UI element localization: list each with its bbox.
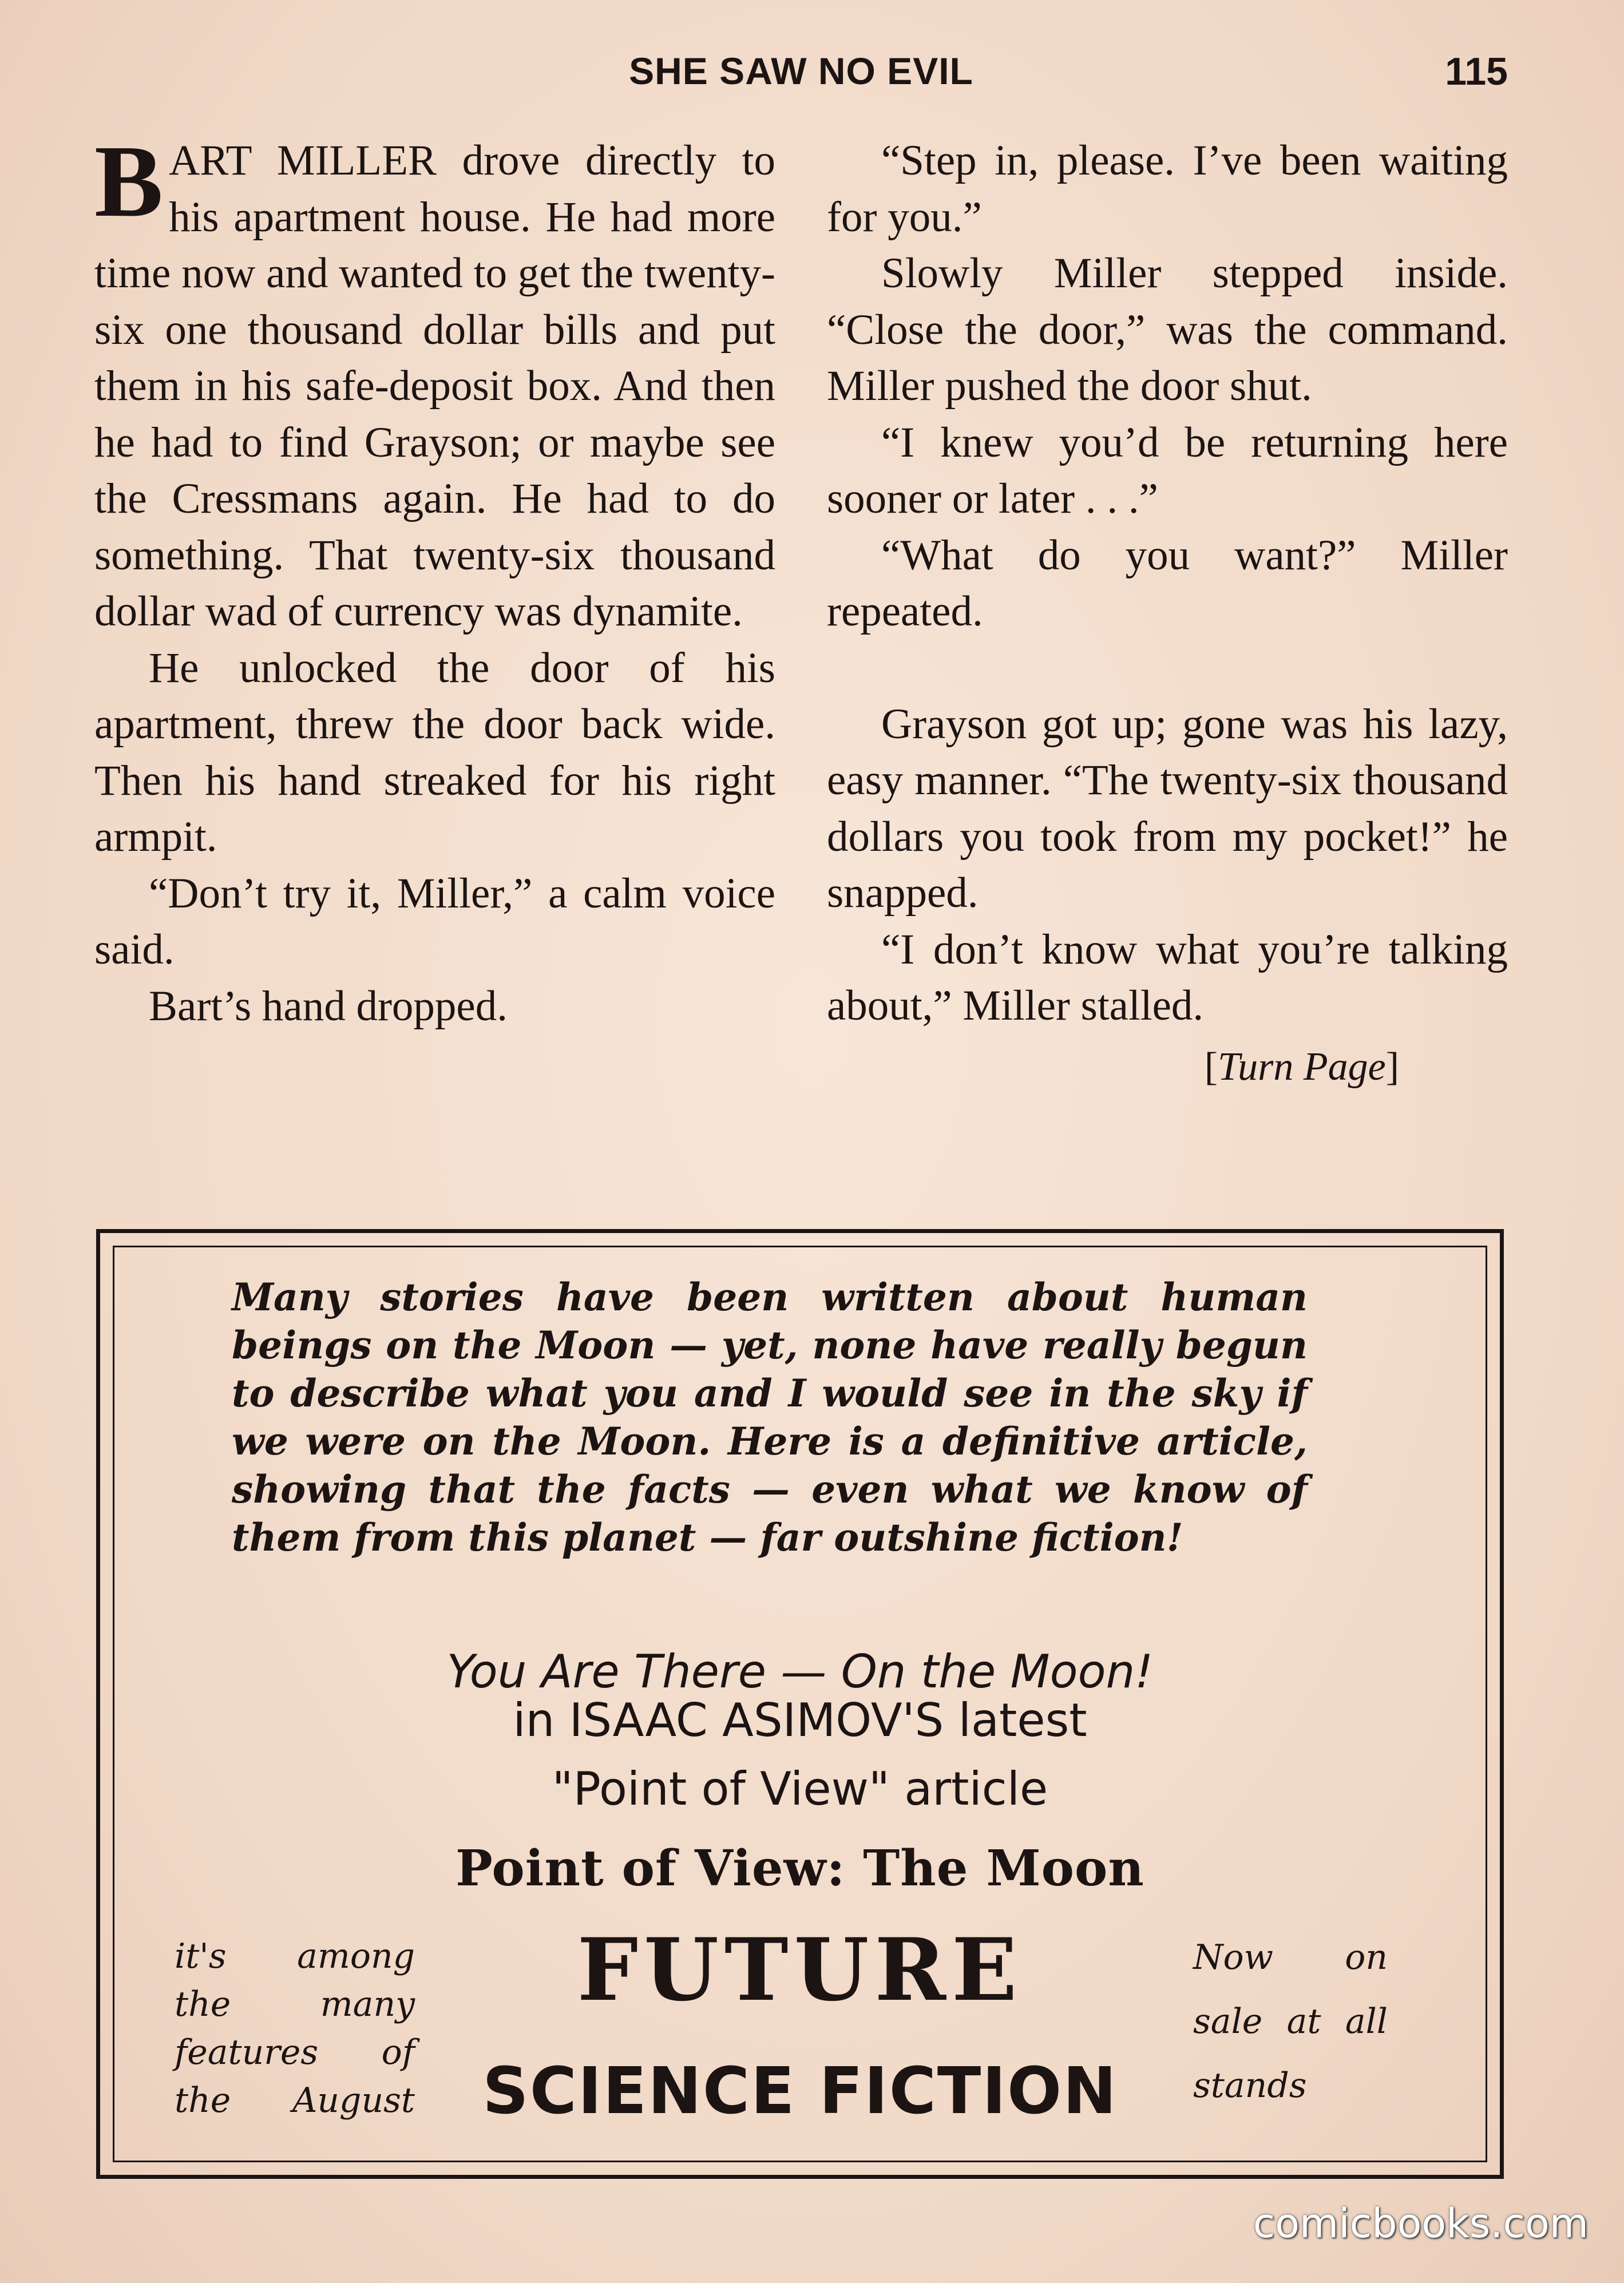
ad-article-title: Point of View: The Moon [455, 1840, 1144, 1897]
story-paragraph: He unlocked the door of his apartment, threw the door back wide. Then his hand streaked for his right armpit. [94, 644, 775, 861]
ad-title-line3: "Point of View" article [552, 1762, 1048, 1816]
paragraph-text: ART MILLER drove directly to his apartment house. He had more time now and wanted to get the twenty-six one thousand dollar bills and put them in his safe-deposit box. And then he had to find Grayson; or maybe see the Cressmans again. He had to do something. That twenty-six thousand dollar wad of currency was dynamite. [94, 137, 775, 635]
right-column [827, 133, 1508, 1095]
page-number: 115 [1445, 50, 1508, 93]
ad-title-line1: You Are There — On the Moon! [446, 1645, 1154, 1698]
ad-side-note-right: Now on sale at all stands [1193, 1937, 1388, 2106]
story-paragraph: Grayson got up; gone was his lazy, easy manner. “The twenty-six thousand dollars you took from my pocket!” he snapped. [827, 700, 1508, 917]
ad-title-line2: in ISAAC ASIMOV'S latest [513, 1694, 1087, 1747]
advertisement-box [96, 1229, 1504, 2179]
turn-page-label: Turn Page [1218, 1044, 1386, 1089]
story-paragraph: Slowly Miller stepped inside. “Close the door,” was the command. Miller pushed the door shut. [827, 249, 1508, 410]
story-paragraph: “Step in, please. I’ve been waiting for you.” [827, 137, 1508, 241]
turn-page-link[interactable]: [Turn Page] [1204, 1044, 1399, 1089]
page-header [94, 49, 1508, 106]
left-column [94, 124, 775, 1035]
watermark: comicbooks.com [1253, 2200, 1589, 2247]
ad-magazine-subtitle: SCIENCE FICTION [482, 2054, 1118, 2129]
story-paragraph: “I don’t know what you’re talking about,” Miller stalled. [827, 925, 1508, 1029]
story-paragraph: “Don’t try it, Miller,” a calm voice said. [94, 869, 775, 973]
ad-magazine-name: FUTURE [577, 1920, 1023, 2020]
story-paragraph: “I knew you’d be returning here sooner or later . . .” [827, 418, 1508, 522]
ad-blurb: Many stories have been written about human beings on the Moon — yet, none have really begun to describe what you and I would see in the sky if we were on the Moon. Here is a definitive article, showing that the facts — even what we know of them from this planet — far outshine fiction! [232, 1275, 1308, 1560]
drop-cap: B [94, 124, 164, 238]
story-paragraph: “What do you want?” Miller repeated. [827, 531, 1508, 635]
ad-side-note-left: it's among the many features of the August [175, 1936, 415, 2121]
story-paragraph: Bart’s hand dropped. [149, 982, 508, 1030]
story-paragraph [94, 124, 775, 640]
story-columns [94, 124, 1508, 1208]
running-head: SHE SAW NO EVIL [629, 50, 973, 92]
